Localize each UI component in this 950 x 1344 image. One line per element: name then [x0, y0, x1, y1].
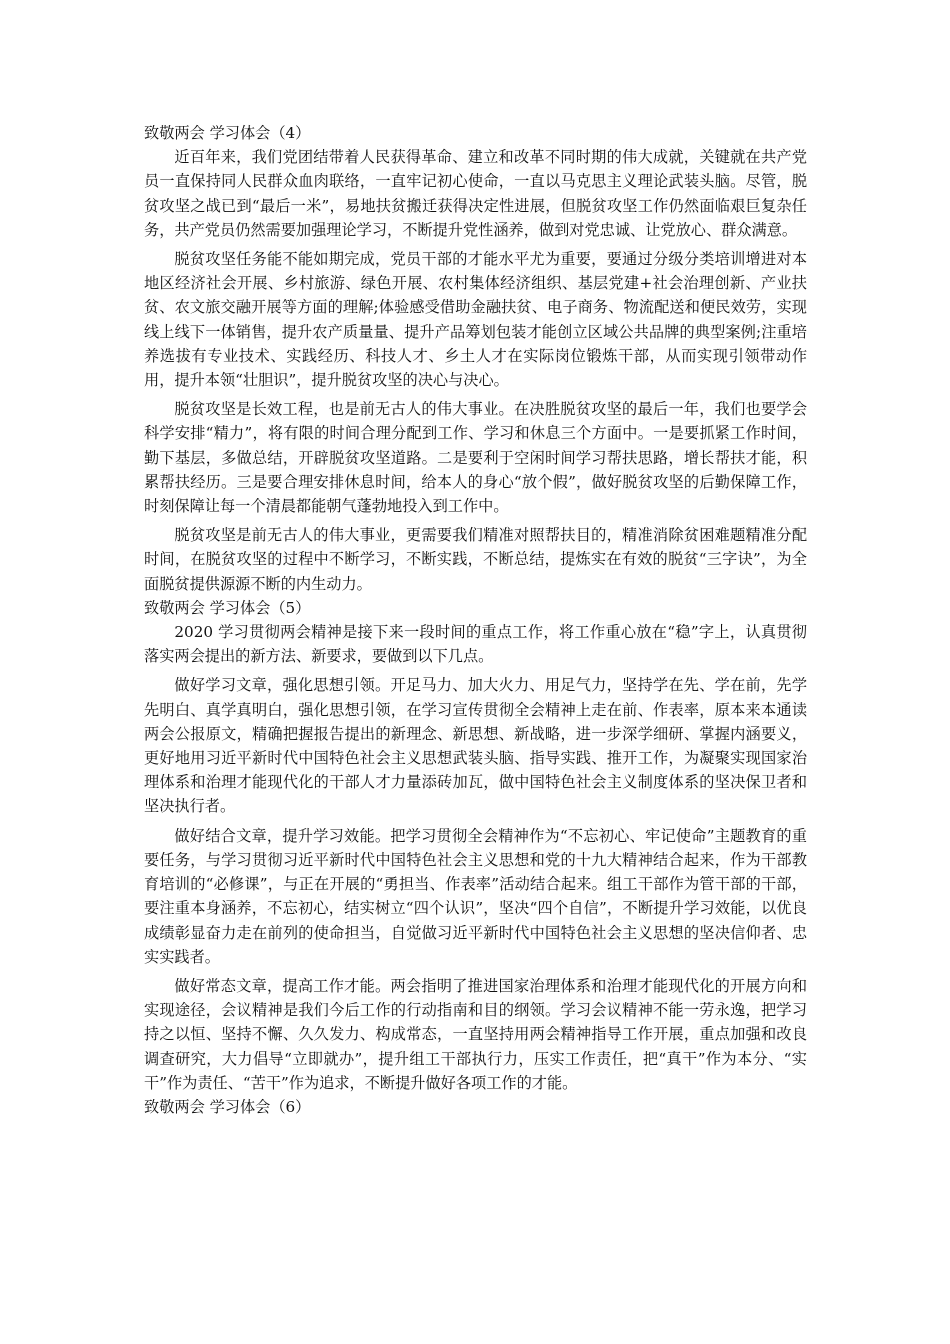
- section-title: 致敬两会 学习体会（4）: [144, 124, 311, 142]
- paragraph: 做好结合文章，提升学习效能。把学习贯彻全会精神作为“不忘初心、牢记使命”主题教育的重要任务，与学习贯彻习近平新时代中国特色社会主义思想和党的十九大精神结合起来，作为干部教育培训的“必修课”，与正在开展的“勇担当、作表率”活动结合起来。组工干部作为管干部的干部，要注重本身涵养，不忘初心，结实树立“四个认识”，坚决“四个自信”，不断提升学习效能，以优良成绩彰显奋力走在前列的使命担当，自觉做习近平新时代中国特色社会主义思想的坚决信仰者、忠实实践者。: [144, 826, 807, 966]
- paragraph: 近百年来，我们党团结带着人民获得革命、建立和改革不同时期的伟大成就，关键就在共产党员一直保持同人民群众血肉联络，一直牢记初心使命，一直以马克思主义理论武装头脑。尽管，脱贫攻坚之战已到“最后一米”，易地扶贫搬迁获得决定性进展，但脱贫攻坚工作仍然面临艰巨复杂任务，共产党员仍然需要加强理论学习，不断提升党性涵养，做到对党忠诚、让党放心、群众满意。: [144, 148, 807, 239]
- section-title: 致敬两会 学习体会（6）: [144, 1097, 311, 1116]
- paragraph: 脱贫攻坚是长效工程，也是前无古人的伟大事业。在决胜脱贫攻坚的最后一年，我们也要学会科学安排“精力”，将有限的时间合理分配到工作、学习和休息三个方面中。一是要抓紧工作时间，勤下基层，多做总结，开辟脱贫攻坚道路。二是要利于空闲时间学习帮扶思路，增长帮扶才能，积累帮扶经历。三是要合理安排休息时间，给本人的身心“放个假”，做好脱贫攻坚的后勤保障工作，时刻保障让每一个清晨都能朝气蓬勃地投入到工作中。: [144, 400, 807, 516]
- paragraph: 做好学习文章，强化思想引领。开足马力、加大火力、用足气力，坚持学在先、学在前，先学先明白、真学真明白，强化思想引领，在学习宣传贯彻全会精神上走在前、作表率，原本来本通读两会公报原文，精确把握报告提出的新理念、新思想、新战略，进一步深学细研、掌握内涵要义，更好地用习近平新时代中国特色社会主义思想武装头脑、指导实践、推开工作，为凝聚实现国家治理体系和治理才能现代化的干部人才力量添砖加瓦，做中国特色社会主义制度体系的坚决保卫者和坚决执行者。: [144, 676, 807, 816]
- document-page: [144, 121, 807, 1119]
- paragraph: 脱贫攻坚是前无古人的伟大事业，更需要我们精准对照帮扶目的，精准消除贫困难题精准分配时间，在脱贫攻坚的过程中不断学习，不断实践，不断总结，提炼实在有效的脱贫“三字诀”，为全面脱贫提供源源不断的内生动力。: [144, 526, 807, 593]
- paragraph: 2020 学习贯彻两会精神是接下来一段时间的重点工作，将工作重心放在“稳”字上，认真贯彻落实两会提出的新方法、新要求，要做到以下几点。: [144, 623, 807, 666]
- paragraph: 脱贫攻坚任务能不能如期完成，党员干部的才能水平尤为重要，要通过分级分类培训增进对本地区经济社会开展、乡村旅游、绿色开展、农村集体经济组织、基层党建+社会治理创新、产业扶贫、农文旅交融开展等方面的理解;体验感受借助金融扶贫、电子商务、物流配送和便民效劳，实现线上线下一体销售，提升农产质量量、提升产品筹划包装才能创立区域公共品牌的典型案例;注重培养选拔有专业技术、实践经历、科技人才、乡土人才在实际岗位锻炼干部，从而实现引领带动作用，提升本领“壮胆识”，提升脱贫攻坚的决心与决心。: [144, 250, 807, 390]
- paragraph: 做好常态文章，提高工作才能。两会指明了推进国家治理体系和治理才能现代化的开展方向和实现途径，会议精神是我们今后工作的行动指南和目的纲领。学习会议精神不能一劳永逸，把学习持之以恒、坚持不懈、久久发力、构成常态，一直坚持用两会精神指导工作开展，重点加强和改良调查研究，大力倡导“立即就办”，提升组工干部执行力，压实工作责任，把“真干”作为本分、“实干”作为责任、“苦干”作为追求，不断提升做好各项工作的才能。: [144, 976, 807, 1092]
- section-title: 致敬两会 学习体会（5）: [144, 598, 311, 617]
